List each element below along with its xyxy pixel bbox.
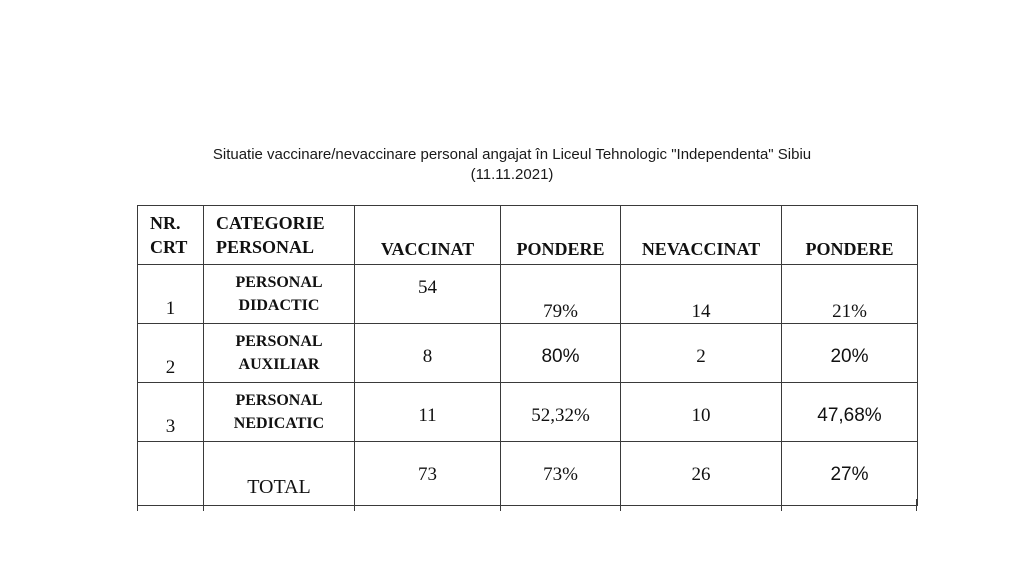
cell-nr: 3 <box>138 383 204 442</box>
cell-pondere-vaccinat: 79% <box>501 265 621 324</box>
document-date: (11.11.2021) <box>470 166 554 183</box>
vaccination-table <box>137 205 918 506</box>
cell-category: PERSONAL NEDICATIC <box>204 383 355 442</box>
cell-nevaccinat: 10 <box>621 383 782 442</box>
cell-vaccinat: 54 <box>355 265 501 324</box>
cell-pondere-vaccinat: 80% <box>501 324 621 383</box>
cell-vaccinat: 8 <box>355 324 501 383</box>
cell-vaccinat: 11 <box>355 383 501 442</box>
header-pondere-nevaccinat: PONDERE <box>782 206 918 265</box>
header-nr-crt <box>138 206 204 265</box>
table-row <box>138 324 918 383</box>
table-row <box>138 265 918 324</box>
cell-category: PERSONAL DIDACTIC <box>204 265 355 324</box>
cell-total-vaccinat: 73 <box>355 442 501 506</box>
cell-total-label: TOTAL <box>204 442 355 506</box>
cell-total-pondere-vaccinat: 73% <box>501 442 621 506</box>
table-total-row <box>138 442 918 506</box>
cell-nr: 2 <box>138 324 204 383</box>
header-nr-line2: CRT <box>150 237 188 257</box>
document-title: Situatie vaccinare/nevaccinare personal angajat în Liceul Tehnologic "Independenta" Sibiu <box>212 146 812 163</box>
cell-pondere-nevaccinat: 21% <box>782 265 918 324</box>
table-header-row <box>138 206 918 265</box>
cell-nr: 1 <box>138 265 204 324</box>
cell-nevaccinat: 14 <box>621 265 782 324</box>
cell-pondere-nevaccinat: 20% <box>782 324 918 383</box>
header-vaccinat: VACCINAT <box>355 206 501 265</box>
table-row <box>138 383 918 442</box>
cell-category: PERSONAL AUXILIAR <box>204 324 355 383</box>
cell-pondere-nevaccinat: 47,68% <box>782 383 918 442</box>
header-cat-line2: PERSONAL <box>216 237 315 257</box>
cell-pondere-vaccinat: 52,32% <box>501 383 621 442</box>
header-categorie <box>204 206 355 265</box>
cell-total-pondere-nevaccinat: 27% <box>782 442 918 506</box>
header-nr-line1: NR. <box>150 213 181 233</box>
table-cut-off-lines <box>137 499 917 511</box>
header-pondere-vaccinat: PONDERE <box>501 206 621 265</box>
header-cat-line1: CATEGORIE <box>216 213 325 233</box>
cell-total-nevaccinat: 26 <box>621 442 782 506</box>
cell-nr <box>138 442 204 506</box>
header-nevaccinat: NEVACCINAT <box>621 206 782 265</box>
cell-nevaccinat: 2 <box>621 324 782 383</box>
